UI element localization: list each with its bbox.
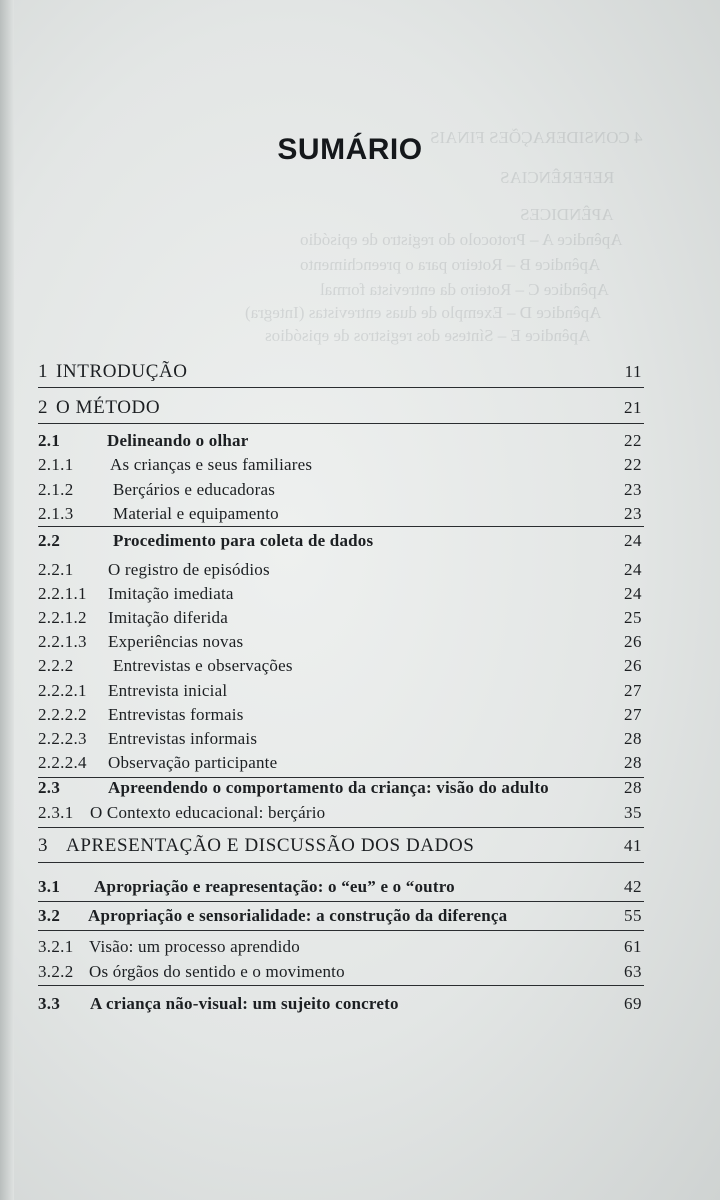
toc-entry-page: 26 [624, 632, 642, 651]
toc-entry-page: 55 [624, 906, 642, 925]
toc-entry-number: 2.2.1.3 [38, 632, 87, 651]
toc-entry-title: Apropriação e sensorialidade: a construção da diferença [88, 906, 508, 925]
toc-entry-title: INTRODUÇÃO [56, 361, 188, 382]
toc-entry-title: Entrevista inicial [108, 681, 228, 700]
toc-entry-number: 2.3.1 [38, 803, 74, 822]
divider [38, 423, 644, 424]
toc-entry-title: Imitação diferida [108, 608, 228, 627]
divider [38, 387, 644, 388]
toc-entry-number: 2.2.2 [38, 656, 74, 675]
toc-entry-page: 24 [624, 560, 642, 579]
toc-entry-title: Material e equipamento [113, 504, 279, 523]
toc-entry-number: 2.2.2.2 [38, 705, 87, 724]
bleed-through-line: Apêndice E – Síntese dos registros de episódios [265, 326, 591, 345]
toc-entry-page: 22 [624, 431, 642, 450]
toc-entry-number: 2.2.1.2 [38, 608, 87, 627]
toc-entry-title: Experiências novas [108, 632, 244, 651]
toc-entry [0, 558, 720, 582]
toc-entry-title: Os órgãos do sentido e o movimento [89, 962, 345, 981]
toc-entry-page: 63 [624, 962, 642, 981]
toc-entry [0, 654, 720, 678]
toc-entry-page: 61 [624, 937, 642, 956]
bleed-through-line: Apêndice D – Exemplo de duas entrevistas (Integra) [245, 303, 602, 322]
bleed-through-line: REFERÊNCIAS [500, 168, 615, 187]
toc-entry-page: 35 [624, 803, 642, 822]
toc-entry-number: 3.1 [38, 877, 61, 896]
toc-entry-title: Imitação imediata [108, 584, 234, 603]
toc-entry [0, 630, 720, 654]
toc-entry-title: O Contexto educacional: berçário [90, 803, 326, 822]
toc-entry-number: 1 [38, 361, 49, 382]
toc-entry-title: A criança não-visual: um sujeito concreto [90, 994, 399, 1013]
toc-entry [0, 834, 720, 858]
toc-entry [0, 935, 720, 959]
bleed-through-line: Apêndice A – Protocolo do registro de episódio [300, 230, 623, 249]
toc-entry-page: 25 [624, 608, 642, 627]
toc-entry [0, 582, 720, 606]
toc-entry [0, 396, 720, 420]
divider [38, 526, 644, 527]
toc-entry-title: O registro de episódios [108, 560, 270, 579]
bleed-through-line: Apêndice C – Roteiro da entrevista formal [320, 280, 609, 299]
toc-entry-title: Observação participante [108, 753, 278, 772]
toc-entry-title: Apropriação e reapresentação: o “eu” e o “outro [94, 877, 455, 896]
toc-entry-title: Visão: um processo aprendido [89, 937, 300, 956]
toc-entry-page: 28 [624, 729, 642, 748]
toc-entry-page: 26 [624, 656, 642, 675]
toc-entry-title: As crianças e seus familiares [110, 455, 313, 474]
toc-entry-page: 69 [624, 994, 642, 1013]
divider [38, 827, 644, 828]
toc-entry-number: 2.1.2 [38, 480, 74, 499]
toc-entry [0, 751, 720, 775]
toc-entry-page: 27 [624, 681, 642, 700]
toc-entry-number: 3 [38, 835, 49, 856]
toc-entry-number: 2.1.1 [38, 455, 74, 474]
toc-entry [0, 502, 720, 526]
toc-entry-number: 2.1.3 [38, 504, 74, 523]
toc-entry-number: 2.2.2.1 [38, 681, 87, 700]
toc-entry-title: Apreendendo o comportamento da criança: visão do adulto [108, 778, 549, 797]
toc-entry-title: Procedimento para coleta de dados [113, 531, 374, 550]
toc-entry-number: 3.2 [38, 906, 61, 925]
toc-entry [0, 960, 720, 984]
divider [38, 985, 644, 986]
toc-entry [0, 727, 720, 751]
toc-entry-number: 3.2.2 [38, 962, 74, 981]
toc-entry-title: Entrevistas formais [108, 705, 244, 724]
toc-entry-number: 3.2.1 [38, 937, 74, 956]
bleed-through-line: Apêndice B – Roteiro para o preenchimento [300, 255, 601, 274]
toc-entry [0, 478, 720, 502]
toc-entry-page: 27 [624, 705, 642, 724]
toc-entry-page: 24 [624, 531, 642, 550]
toc-entry-page: 11 [624, 362, 642, 381]
toc-entry [0, 992, 720, 1016]
toc-entry-page: 28 [624, 753, 642, 772]
toc-entry-page: 42 [624, 877, 642, 896]
toc-entry-number: 2.2.2.4 [38, 753, 87, 772]
toc-entry-title: Berçários e educadoras [113, 480, 276, 499]
bleed-through-line: APÊNDICES [520, 205, 614, 224]
toc-entry-title: APRESENTAÇÃO E DISCUSSÃO DOS DADOS [66, 835, 475, 856]
toc-entry-title: Entrevistas e observações [113, 656, 293, 675]
toc-entry [0, 875, 720, 899]
toc-entry-number: 3.3 [38, 994, 61, 1013]
toc-entry-page: 23 [624, 504, 642, 523]
toc-entry [0, 529, 720, 553]
bleed-through-line: 4 CONSIDERAÇÕES FINAIS [430, 128, 643, 147]
toc-entry-page: 24 [624, 584, 642, 603]
toc-entry-number: 2 [38, 397, 49, 418]
toc-entry-page: 28 [624, 778, 642, 797]
divider [38, 930, 644, 931]
toc-entry [0, 904, 720, 928]
toc-entry [0, 429, 720, 453]
toc-entry-title: O MÉTODO [56, 397, 161, 418]
toc-entry [0, 679, 720, 703]
toc-entry-title: Delineando o olhar [107, 431, 249, 450]
toc-entry [0, 453, 720, 477]
toc-entry-number: 2.2.1 [38, 560, 74, 579]
toc-entry-page: 21 [624, 398, 642, 417]
toc-entry-page: 22 [624, 455, 642, 474]
toc-entry-number: 2.2.2.3 [38, 729, 87, 748]
divider [38, 901, 644, 902]
toc-entry-page: 23 [624, 480, 642, 499]
toc-entry [0, 360, 720, 384]
toc-entry [0, 703, 720, 727]
toc-entry-number: 2.2 [38, 531, 61, 550]
toc-entry-number: 2.2.1.1 [38, 584, 87, 603]
toc-entry-title: Entrevistas informais [108, 729, 258, 748]
page-title: SUMÁRIO [277, 133, 423, 166]
toc-entry [0, 801, 720, 825]
toc-entry-page: 41 [624, 836, 642, 855]
toc-entry-number: 2.3 [38, 778, 61, 797]
toc-entry [0, 776, 720, 800]
toc-entry [0, 606, 720, 630]
toc-entry-number: 2.1 [38, 431, 61, 450]
divider [38, 862, 644, 863]
